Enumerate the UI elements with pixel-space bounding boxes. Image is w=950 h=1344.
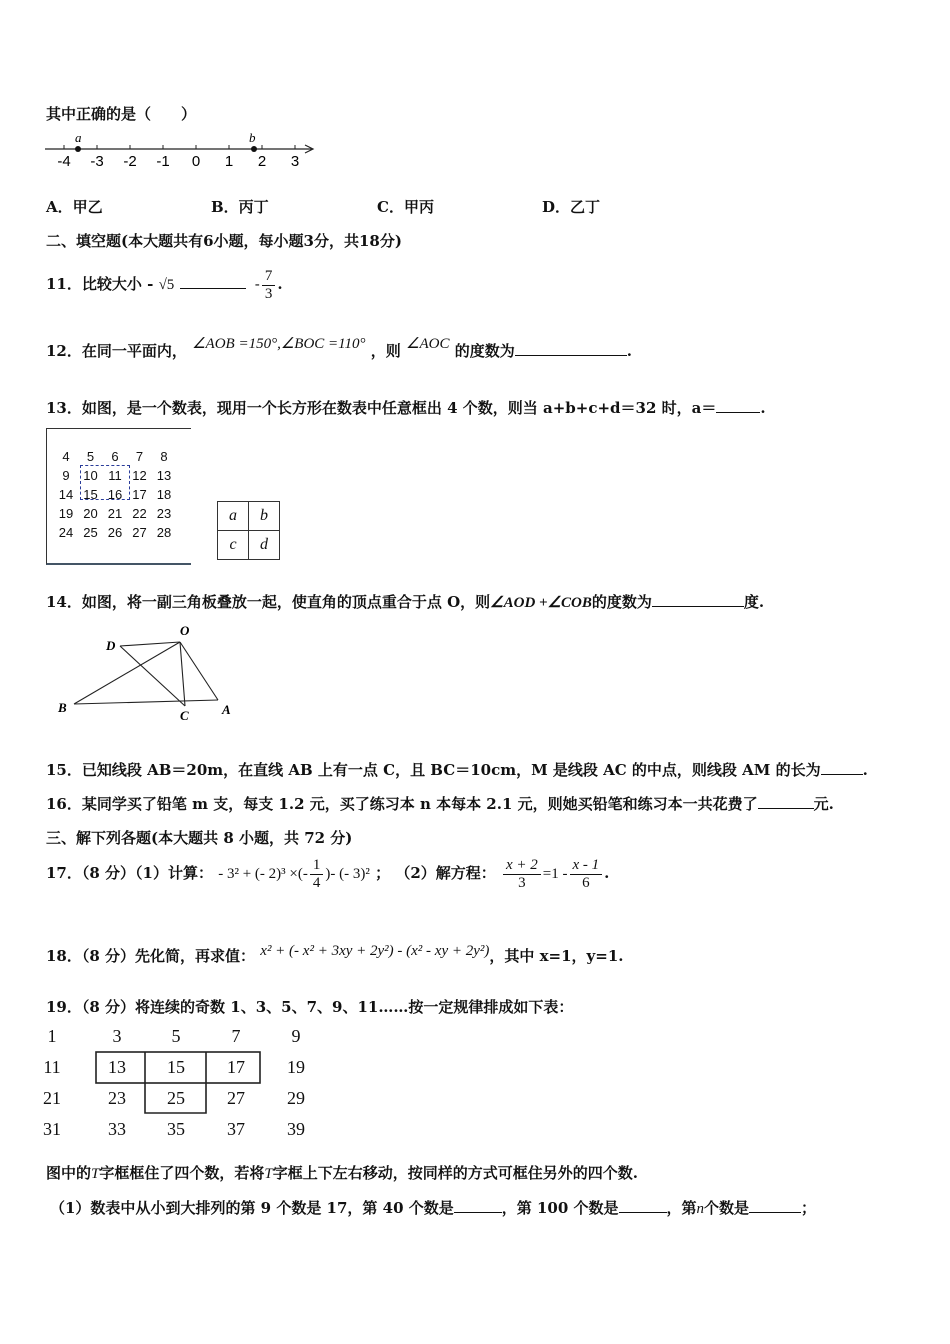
q15-text: 15．已知线段 AB＝20m，在直线 AB 上有一点 C，且 BC＝10cm，M 是线段 AC 的中点，则线段 AM 的长为: [46, 761, 821, 779]
q13-abcd-table: [217, 501, 280, 560]
t-frame-top-bar: [96, 1052, 260, 1083]
q11-answer-blank[interactable]: [180, 274, 246, 289]
q17-f3-num: x - 1: [570, 857, 603, 875]
q12-tail: 的度数为: [454, 342, 515, 360]
q19-blank-n[interactable]: [749, 1198, 801, 1213]
q13: [46, 397, 766, 418]
label-o: O: [180, 623, 190, 638]
t-frame-stem: [145, 1083, 206, 1113]
point-a-label: a: [75, 130, 82, 145]
odd-cell: 9: [291, 1026, 301, 1046]
grid-cell: 13: [156, 468, 172, 483]
q11-frac-den: 3: [264, 285, 273, 302]
grid-cell: 9: [62, 468, 70, 483]
odd-cell: 17: [227, 1057, 245, 1077]
q12: [46, 336, 632, 361]
grid-cell: 6: [111, 449, 119, 464]
odd-cell: 5: [171, 1026, 181, 1046]
option-b[interactable]: B．丙丁: [211, 198, 269, 216]
q17-label: 17．（8 分）（1）计算：: [46, 864, 213, 882]
odd-cell: 29: [287, 1088, 305, 1108]
q16-end: 元.: [813, 795, 834, 813]
q18-tail: ，其中 x=1，y=1.: [489, 947, 624, 965]
tick-label: 1: [224, 153, 234, 170]
section-2-title: 二、填空题(本大题共有6小题，每小题3分，共18分): [46, 232, 402, 250]
q11-label: 11．比较大小 -: [46, 275, 154, 293]
grid-cell: 27: [132, 525, 147, 540]
q14-post: 的度数为: [591, 593, 652, 611]
q19-sub1: [50, 1197, 816, 1218]
cell-a: a: [218, 502, 249, 531]
odd-cell: 13: [108, 1057, 126, 1077]
q17-f3-den: 6: [582, 874, 590, 891]
label-b: B: [58, 700, 67, 715]
q17-mid: =1 -: [542, 866, 568, 882]
point-b: [251, 146, 257, 152]
grid-cell: 8: [160, 449, 168, 464]
line-ba: [74, 700, 218, 704]
tick-label: -2: [123, 153, 137, 170]
grid-cell: 12: [132, 468, 147, 483]
grid-cell: 5: [86, 449, 95, 464]
q18: [46, 937, 624, 975]
q12-answer-blank[interactable]: [515, 341, 627, 356]
point-a: [75, 146, 81, 152]
q19-desc-pre: 图中的: [46, 1164, 92, 1182]
label-d: D: [106, 638, 116, 653]
tick-label: 2: [257, 153, 267, 170]
line-od: [120, 642, 180, 646]
tick-label: -1: [156, 153, 170, 170]
q17-frac3: [570, 857, 603, 892]
q17-f2-num: x + 2: [503, 857, 541, 875]
cell-b: b: [249, 502, 280, 531]
sqrt5: √5: [158, 277, 175, 293]
q12-end: .: [626, 342, 632, 360]
grid-cell: 4: [62, 449, 70, 464]
odd-cell: 3: [112, 1026, 122, 1046]
q14: [46, 591, 764, 612]
option-c[interactable]: C．甲丙: [377, 198, 434, 216]
q17-frac2: [503, 857, 541, 892]
grid-cell: 10: [83, 468, 98, 483]
tick-label: 0: [191, 153, 201, 170]
label-c: C: [180, 708, 189, 723]
odd-cell: 21: [43, 1088, 61, 1108]
q18-math: x² + (- x² + 3xy + 2y²) - (x² - xy + 2y²): [260, 943, 490, 959]
grid-cell: 11: [108, 468, 122, 483]
grid-cell: 19: [58, 506, 74, 521]
grid-cell: 24: [58, 525, 74, 540]
odd-cell: 37: [227, 1119, 245, 1139]
line-oc: [180, 642, 185, 706]
q17-f2-den: 3: [518, 874, 526, 891]
q10-prompt: 其中正确的是（ ）: [46, 105, 197, 123]
q15: [46, 759, 868, 780]
q13-end: .: [760, 399, 766, 417]
q14-math: ∠AOD +∠COB: [490, 595, 592, 611]
q17-expr2: )- (- 3)²: [325, 866, 370, 882]
grid-cell: 26: [107, 525, 123, 540]
q12-math: ∠AOB =150°,∠BOC =110°: [192, 336, 366, 352]
q19-blank-100[interactable]: [619, 1198, 667, 1213]
grid-cell: 28: [156, 525, 172, 540]
q17-end: .: [604, 864, 610, 882]
q19-blank-40[interactable]: [454, 1198, 502, 1213]
q11: [46, 264, 283, 304]
grid-cell: 15: [83, 487, 98, 502]
q17: [46, 850, 609, 896]
odd-cell: 35: [167, 1119, 185, 1139]
line-ob: [74, 642, 180, 704]
q13-text: 13．如图，是一个数表，现用一个长方形在数表中任意框出 4 个数，则当 a+b+c+d＝32 时，a＝: [46, 399, 717, 417]
odd-cell: 27: [227, 1088, 245, 1108]
point-b-label: b: [249, 130, 256, 145]
q17-frac1: [310, 857, 324, 892]
q19-desc-mid: 字框框住了四个数，若将: [99, 1164, 265, 1182]
odd-cell: 11: [43, 1057, 61, 1077]
grid-cell: 14: [58, 487, 74, 502]
q19-sub1-d: 个数是: [704, 1199, 750, 1217]
q16-answer-blank[interactable]: [758, 794, 814, 809]
q19-sub1-c: ，第: [666, 1199, 697, 1217]
grid-cell: 20: [83, 506, 98, 521]
q11-minus: -: [254, 275, 260, 293]
q13-answer-blank[interactable]: [716, 398, 760, 413]
label-a: A: [222, 702, 231, 717]
q17-semi: ；: [375, 864, 391, 882]
option-a[interactable]: A．甲乙: [46, 198, 103, 216]
section-3-title: 三、解下列各题(本大题共 8 小题，共 72 分): [46, 829, 353, 847]
q14-answer-blank[interactable]: [652, 592, 744, 607]
grid-cell: 18: [156, 487, 172, 502]
triangle-figure: [50, 620, 250, 730]
grid-cell: 17: [132, 487, 147, 502]
line-oa: [180, 642, 218, 700]
odd-cell: 15: [167, 1057, 185, 1077]
odd-cell: 19: [287, 1057, 305, 1077]
odd-cell: 23: [108, 1088, 126, 1108]
q13-dashed-frame: [80, 465, 130, 500]
q12-label: 12．在同一平面内，: [46, 342, 187, 360]
q17-f1-den: 4: [312, 874, 321, 891]
t-frame: [94, 1050, 264, 1116]
grid-cell: 22: [132, 506, 147, 521]
grid-cell: 21: [107, 506, 123, 521]
q19-t-symbol-2: T: [264, 1166, 273, 1182]
q11-frac-num: 7: [262, 268, 276, 286]
q12-math2: ∠AOC: [406, 336, 450, 352]
tick-label: 3: [290, 153, 300, 170]
q19-label: 19．（8 分）将连续的奇数 1、3、5、7、9、11……按一定规律排成如下表：: [46, 998, 574, 1016]
odd-cell: 7: [231, 1026, 241, 1046]
q12-mid: ，则: [370, 342, 401, 360]
number-line: [40, 128, 325, 174]
q14-pre: 14．如图，将一副三角板叠放一起，使直角的顶点重合于点 O，则: [46, 593, 491, 611]
q19-sub1-b: ，第 100 个数是: [501, 1199, 619, 1217]
q14-end: 度.: [743, 593, 765, 611]
q17-part2: （2）解方程：: [395, 864, 496, 882]
line-dc: [120, 646, 185, 706]
q15-end: .: [862, 761, 868, 779]
odd-cell: 31: [43, 1119, 61, 1139]
grid-cell: 25: [83, 525, 98, 540]
cell-c: c: [218, 531, 249, 560]
q16: [46, 793, 834, 814]
q11-end: .: [277, 275, 283, 293]
q19-sub1-a: （1）数表中从小到大排列的第 9 个数是 17，第 40 个数是: [50, 1199, 454, 1217]
q19-desc: [46, 1162, 638, 1183]
q17-f1-num: 1: [310, 857, 324, 875]
odd-cell: 1: [47, 1026, 57, 1046]
q19-t-symbol: T: [91, 1166, 100, 1182]
tick-label: -4: [57, 153, 71, 170]
odd-cell: 25: [167, 1088, 185, 1108]
q11-fraction: [262, 268, 276, 303]
q19-sub1-end: ；: [801, 1199, 817, 1217]
odd-cell: 33: [108, 1119, 126, 1139]
q19-n: n: [696, 1201, 705, 1217]
q18-label: 18．（8 分）先化简，再求值：: [46, 947, 256, 965]
q15-answer-blank[interactable]: [821, 760, 863, 775]
tick-label: -3: [90, 153, 104, 170]
q19-desc-post: 字框上下左右移动，按同样的方式可框住另外的四个数.: [272, 1164, 638, 1182]
q16-text: 16．某同学买了铅笔 m 支，每支 1.2 元，买了练习本 n 本每本 2.1 元，则她买铅笔和练习本一共花费了: [46, 795, 758, 813]
grid-cell: 16: [107, 487, 123, 502]
grid-cell: 7: [135, 449, 144, 464]
grid-cell: 23: [156, 506, 172, 521]
q17-expr1: - 3² + (- 2)³ ×(-: [218, 866, 308, 882]
odd-cell: 39: [287, 1119, 305, 1139]
cell-d: d: [249, 531, 280, 560]
option-d[interactable]: D．乙丁: [542, 198, 601, 216]
